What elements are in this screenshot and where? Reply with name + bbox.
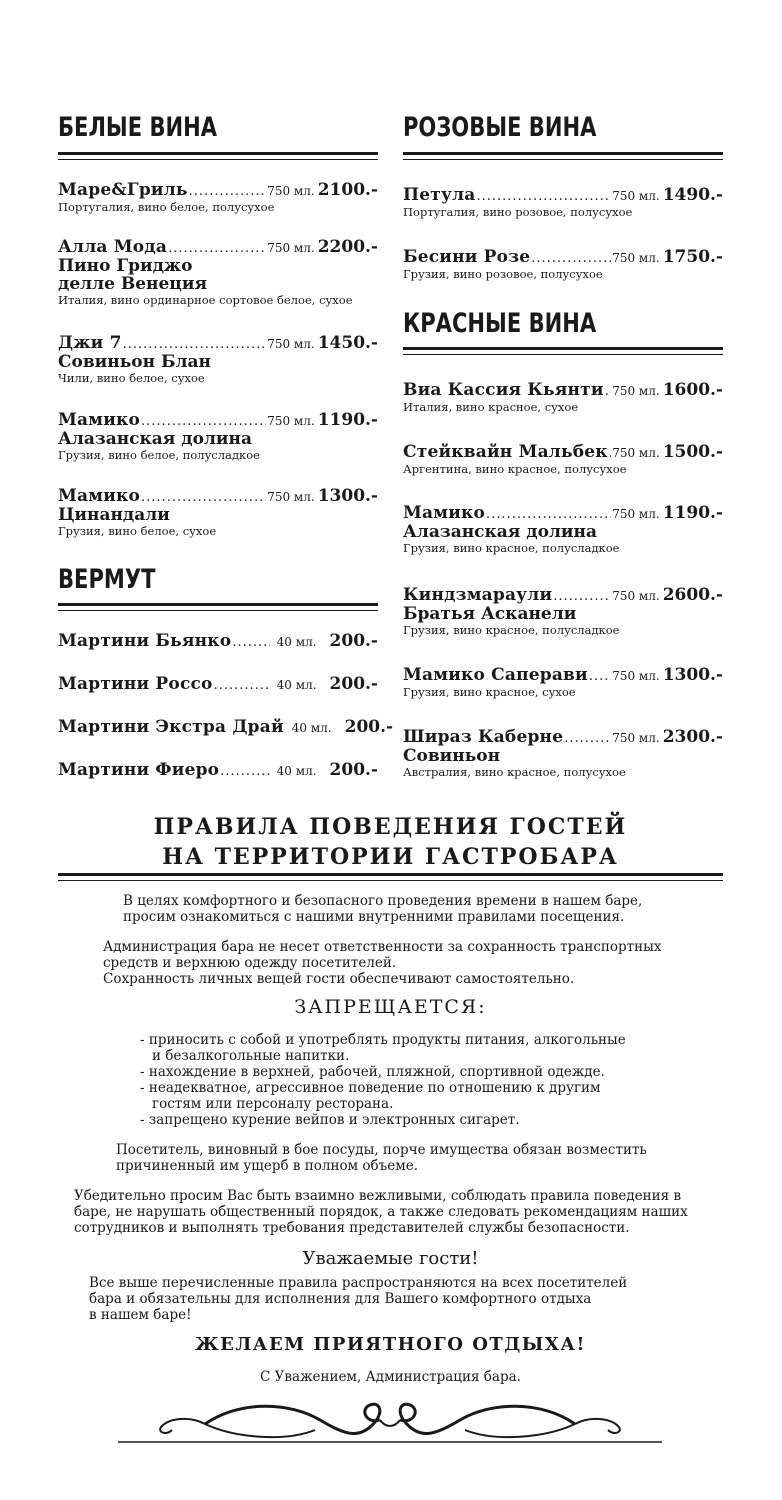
item-volume: 750 мл. <box>267 184 315 198</box>
item-price: 200.- <box>329 631 378 651</box>
admin-line: Сохранность личных вещей гости обеспечивают самостоятельно. <box>103 971 575 987</box>
item-price: 2300.- <box>662 727 723 747</box>
all-rules-line: в нашем баре! <box>89 1307 192 1323</box>
divider <box>58 873 723 876</box>
item-name: Киндзмараули <box>403 585 553 605</box>
item-volume: 750 мл. <box>267 337 315 351</box>
item-name-line3: делле Венеция <box>58 274 208 294</box>
item-name: Мартини Россо <box>58 674 213 694</box>
menu-item <box>403 503 723 555</box>
item-price: 1450.- <box>317 333 378 353</box>
intro-line: В целях комфортного и безопасного проведения времени в нашем баре, <box>123 893 643 909</box>
intro-text <box>123 893 642 925</box>
item-price: 2600.- <box>662 585 723 605</box>
divider <box>58 603 378 606</box>
item-name: Мамико <box>58 410 141 430</box>
forbidden-list <box>140 1032 626 1128</box>
menu-item <box>58 410 378 462</box>
item-price: 1300.- <box>317 486 378 506</box>
menu-item <box>403 585 723 637</box>
menu-item <box>58 333 378 385</box>
menu-item <box>58 237 378 307</box>
all-rules-line: бара и обязательны для исполнения для Вашего комфортного отдыха <box>89 1291 592 1307</box>
menu-item <box>403 727 723 779</box>
item-volume: 750 мл. <box>267 414 315 428</box>
divider <box>403 354 723 355</box>
item-name-line2: Цинандали <box>58 505 170 525</box>
forbidden-item: - нахождение в верхней, рабочей, пляжной, спортивной одежде. <box>140 1064 605 1080</box>
damage-line: Посетитель, виновный в бое посуды, порче имущества обязан возместить <box>116 1142 647 1158</box>
item-volume: 750 мл. <box>267 241 315 255</box>
item-description: Грузия, вино красное, сухое <box>403 685 576 699</box>
admin-line: Администрация бара не несет ответственности за сохранность транспортных <box>103 939 662 955</box>
menu-item <box>58 760 378 780</box>
item-description: Грузия, вино розовое, полусухое <box>403 267 603 281</box>
item-volume: 750 мл. <box>612 384 660 398</box>
forbidden-item: - запрещено курение вейпов и электронных сигарет. <box>140 1112 520 1128</box>
item-name: Шираз Каберне <box>403 727 564 747</box>
item-description: Италия, вино красное, сухое <box>403 400 579 414</box>
item-name: Виа Кассия Кьянти <box>403 380 604 400</box>
item-name: Мартини Фиеро <box>58 760 220 780</box>
vermouth-title: ВЕРМУТ <box>58 564 156 595</box>
signature: С Уважением, Администрация бара. <box>260 1369 521 1385</box>
intro-line: просим ознакомиться с нашими внутренними правилами посещения. <box>123 909 625 925</box>
item-name: Маре&Гриль <box>58 180 188 200</box>
item-price: 1490.- <box>662 185 723 205</box>
divider <box>58 610 378 611</box>
all-rules-text <box>89 1275 627 1323</box>
admin-line: средств и верхнюю одежду посетителей. <box>103 955 397 971</box>
item-volume: 750 мл. <box>267 490 315 504</box>
item-name-line2: Совиньон <box>403 746 501 766</box>
divider <box>403 159 723 160</box>
polite-line: сотрудников и выполнять требования представителей службы безопасности. <box>74 1220 630 1236</box>
item-name: Алла Мода <box>58 237 168 257</box>
wish-text: ЖЕЛАЕМ ПРИЯТНОГО ОТДЫХА! <box>195 1334 586 1355</box>
item-name-line2: Алазанская долина <box>58 429 252 449</box>
divider <box>58 880 723 881</box>
item-price: 200.- <box>329 674 378 694</box>
item-description: Грузия, вино красное, полусладкое <box>403 623 620 637</box>
item-volume: 750 мл. <box>612 446 660 460</box>
menu-item <box>403 442 723 476</box>
item-name: Бесини Розе <box>403 247 531 267</box>
menu-item <box>58 631 378 651</box>
rose-wines-title: РОЗОВЫЕ ВИНА <box>403 112 597 143</box>
item-description: Грузия, вино красное, полусладкое <box>403 541 620 555</box>
menu-item <box>403 185 723 219</box>
forbidden-item: гостям или персоналу ресторана. <box>152 1096 394 1112</box>
menu-item <box>403 247 723 281</box>
item-volume: 750 мл. <box>612 507 660 521</box>
item-name: Джи 7 <box>58 333 122 353</box>
item-volume: 40 мл. <box>291 721 332 735</box>
polite-line: Убедительно просим Вас быть взаимно вежливыми, соблюдать правила поведения в <box>74 1188 682 1204</box>
rules-title-line2: НА ТЕРРИТОРИИ ГАСТРОБАРА <box>162 844 619 870</box>
item-price: 1750.- <box>662 247 723 267</box>
item-description: Грузия, вино белое, сухое <box>58 524 217 538</box>
item-price: 2200.- <box>317 237 378 257</box>
item-name: Мартини Экстра Драй <box>58 717 284 737</box>
item-volume: 40 мл. <box>276 764 317 778</box>
divider <box>58 159 378 160</box>
item-description: Португалия, вино розовое, полусухое <box>403 205 633 219</box>
item-name: Стейквайн Мальбек <box>403 442 608 462</box>
item-volume: 40 мл. <box>276 635 317 649</box>
item-price: 1600.- <box>662 380 723 400</box>
item-name: Мамико Саперави <box>403 665 588 685</box>
item-description: Австралия, вино красное, полусухое <box>403 765 626 779</box>
admin-text <box>103 939 661 987</box>
item-price: 2100.- <box>317 180 378 200</box>
menu-item <box>58 674 378 694</box>
item-volume: 40 мл. <box>276 678 317 692</box>
item-description: Италия, вино ординарное сортовое белое, сухое <box>58 293 353 307</box>
item-description: Грузия, вино белое, полусладкое <box>58 448 260 462</box>
menu-item <box>403 380 723 414</box>
item-volume: 750 мл. <box>612 731 660 745</box>
item-description: Аргентина, вино красное, полусухое <box>403 462 627 476</box>
item-price: 1190.- <box>662 503 723 523</box>
divider <box>403 152 723 155</box>
menu-item <box>58 717 394 737</box>
ornament-flourish <box>110 1392 670 1452</box>
item-volume: 750 мл. <box>612 669 660 683</box>
forbidden-item: - приносить с собой и употреблять продукты питания, алкогольные <box>140 1032 626 1048</box>
item-price: 1500.- <box>662 442 723 462</box>
all-rules-line: Все выше перечисленные правила распространяются на всех посетителей <box>89 1275 628 1291</box>
item-name: Мартини Бьянко <box>58 631 232 651</box>
item-name: Петула <box>403 185 476 205</box>
divider <box>403 347 723 350</box>
forbidden-item: и безалкогольные напитки. <box>152 1048 350 1064</box>
item-description: Португалия, вино белое, полусухое <box>58 200 275 214</box>
item-price: 200.- <box>344 717 394 737</box>
polite-text <box>74 1188 688 1236</box>
item-price: 1300.- <box>662 665 723 685</box>
polite-line: баре, не нарушать общественный порядок, а также следовать рекомендациям наших <box>74 1204 688 1220</box>
item-volume: 750 мл. <box>612 189 660 203</box>
forbidden-item: - неадекватное, агрессивное поведение по отношению к другим <box>140 1080 601 1096</box>
dear-guests: Уважаемые гости! <box>302 1248 479 1269</box>
item-name: Мамико <box>403 503 486 523</box>
red-wines-title: КРАСНЫЕ ВИНА <box>403 308 597 339</box>
damage-line: причиненный им ущерб в полном объеме. <box>116 1158 419 1174</box>
item-price: 1190.- <box>317 410 378 430</box>
item-name-line2: Совиньон Блан <box>58 352 211 372</box>
item-name-line2: Братья Асканели <box>403 604 577 624</box>
item-name-line2: Пино Гриджо <box>58 256 193 276</box>
item-name-line2: Алазанская долина <box>403 522 597 542</box>
item-name: Мамико <box>58 486 141 506</box>
forbidden-title: ЗАПРЕЩАЕТСЯ: <box>294 996 487 1018</box>
item-description: Чили, вино белое, сухое <box>58 371 205 385</box>
white-wines-title: БЕЛЫЕ ВИНА <box>58 112 218 143</box>
damage-text <box>116 1142 647 1174</box>
divider <box>58 152 378 155</box>
menu-item <box>403 665 723 699</box>
item-volume: 750 мл. <box>612 589 660 603</box>
rules-title-line1: ПРАВИЛА ПОВЕДЕНИЯ ГОСТЕЙ <box>153 814 628 840</box>
item-price: 200.- <box>329 760 378 780</box>
menu-item <box>58 180 378 214</box>
item-volume: 750 мл. <box>612 251 660 265</box>
rules-title <box>58 812 723 872</box>
menu-item <box>58 486 378 538</box>
